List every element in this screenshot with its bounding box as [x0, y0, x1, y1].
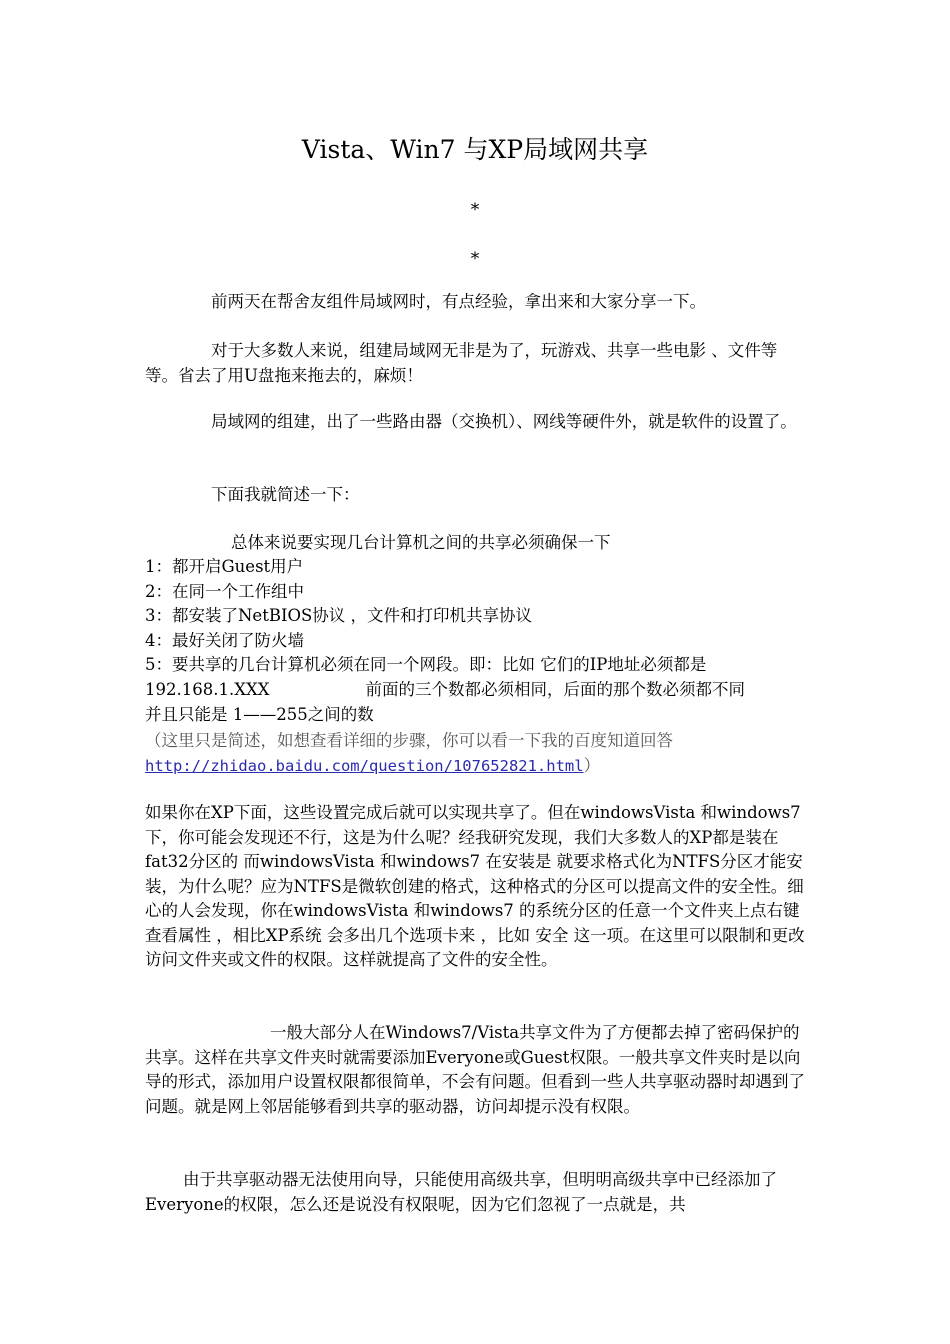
paragraph-password-sharing: 一般大部分人在Windows7/Vista共享文件为了方便都去掉了密码保护的共享。这样在共享文件夹时就需要添加Everyone或Guest权限。一般共享文件夹时是以向导的形式，添加用户设置权限都很简单，不会有问题。但看到一些人共享驱动器时却遇到了问题。就是网上邻居能够看到共享的驱动器，访问却提示没有权限。 [145, 1023, 805, 1116]
list-item: 4：最好关闭了防火墙 [145, 631, 304, 650]
paragraph-vista-win7: 如果你在XP下面，这些设置完成后就可以实现共享了。但在windowsVista 和windows7下，你可能会发现还不行，这是为什么呢？经我研究发现，我们大多数人的XP都是装在 fat32分区的 而windowsVista 和windows7 在安装是 就要求格式化为NTFS分区才能安装，为什么呢？应为NTFS是微软创建的格式，这种格式的分区可以提高文件的安全性。细心的人会发现，你在windowsVista 和windows7 的系统分区的任意一个文件夹上点右键 查看属性 ，相比XP系统 会多出几个选项卡来 ，比如 安全 这一项。在这里可以限制和更改访问文件夹或文件的权限。这样就提高了文件的安全性。 [145, 803, 805, 969]
separator-star-1: * [470, 200, 480, 220]
note-line: （这里只是简述，如想查看详细的步骤，你可以看一下我的百度知道回答 [145, 731, 673, 750]
ip-address-text: 192.168.1.XXX [145, 680, 270, 699]
paragraph-purpose: 对于大多数人来说，组建局域网无非是为了，玩游戏、共享一些电影 、文件等等。省去了用U盘拖来拖去的，麻烦！ [145, 341, 778, 385]
ip-range-line [145, 678, 810, 703]
paragraph-requirements-lead: 总体来说要实现几台计算机之间的共享必须确保一下 [231, 533, 611, 552]
note-close-paren: ） [583, 756, 601, 775]
range-line: 并且只能是 1——255之间的数 [145, 705, 374, 724]
separator-star-2: * [470, 249, 480, 269]
list-item: 3：都安装了NetBIOS协议 ，文件和打印机共享协议 [145, 606, 533, 625]
ip-rule-text: 前面的三个数都必须相同，后面的那个数必须都不同 [365, 680, 745, 699]
paragraph-summary-lead: 下面我就简述一下： [211, 485, 360, 504]
paragraph-setup: 局域网的组建，出了一些路由器（交换机）、网线等硬件外，就是软件的设置了。 [211, 412, 797, 431]
list-item: 5：要共享的几台计算机必须在同一个网段。即：比如 它们的IP地址必须都是 [145, 655, 707, 674]
note-link-line [145, 754, 810, 779]
list-item: 2：在同一个工作组中 [145, 582, 304, 601]
paragraph-advanced-sharing: 由于共享驱动器无法使用向导，只能使用高级共享，但明明高级共享中已经添加了Everyone的权限，怎么还是说没有权限呢，因为它们忽视了一点就是，共 [145, 1170, 777, 1214]
document-title: Vista、Win7 与XP局域网共享 [301, 135, 649, 164]
paragraph-intro: 前两天在帮舍友组件局域网时，有点经验，拿出来和大家分享一下。 [211, 292, 706, 311]
baidu-zhidao-link[interactable]: http://zhidao.baidu.com/question/107652821.html [145, 757, 584, 775]
list-item: 1：都开启Guest用户 [145, 557, 304, 576]
